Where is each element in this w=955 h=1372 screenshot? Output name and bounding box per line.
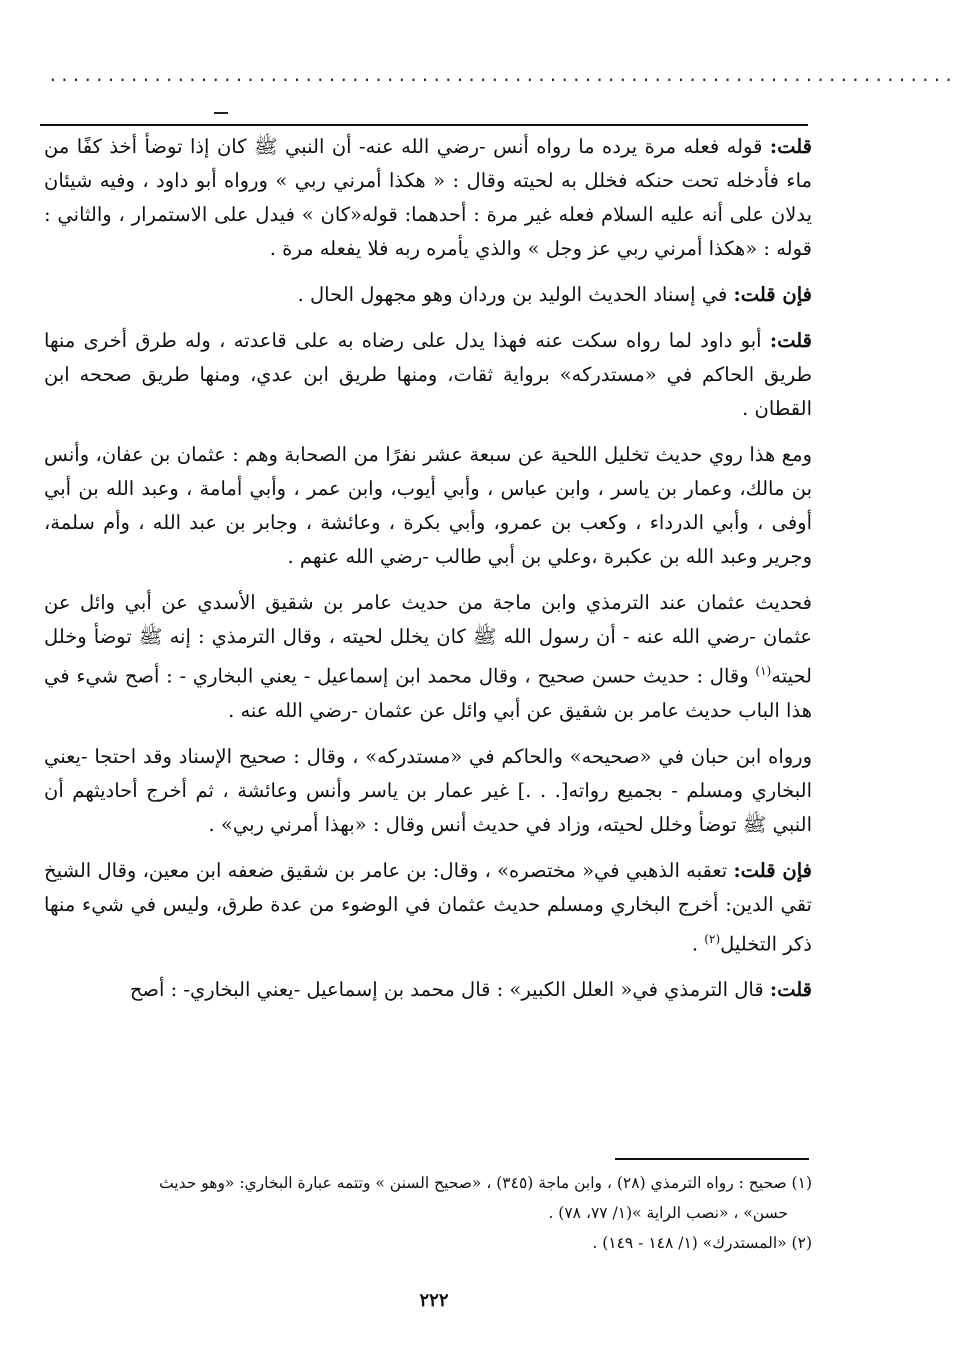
- footnotes: [44, 1168, 812, 1258]
- paragraph-text: في إسناد الحديث الوليد بن وردان وهو مجهول الحال .: [297, 283, 734, 306]
- paragraph-text: تعقبه الذهبي في« مختصره» ، وقال: بن عامر بن شقيق ضعفه ابن معين، وقال الشيخ تقي الدين: أخرج البخاري ومسلم حديث عثمان في الوضوء من عدة طرق، وليس في شيء منها ذكر التخليل: [44, 858, 812, 955]
- footnote-2: (٢) «المستدرك» (١/ ١٤٨ - ١٤٩) .: [592, 1234, 812, 1252]
- header-rule: [40, 124, 808, 126]
- paragraph-lead: قلت:: [769, 329, 812, 352]
- header-dash: [214, 112, 228, 114]
- paragraph-1: [44, 130, 812, 266]
- paragraph-6: [44, 740, 812, 842]
- paragraph-5: [44, 586, 812, 728]
- main-text: [44, 130, 812, 1019]
- paragraph-3: [44, 324, 812, 426]
- paragraph-text: ورواه ابن حبان في «صحيحه» والحاكم في «مستدركه» ، وقال : صحيح الإسناد وقد احتجا -يعني البخاري ومسلم - بجميع رواته[. . .] غير عمار بن ياسر وأنس وعائشة ، ثم أخرج أحاديثهم أن النبي ﷺ توضأ وخلل لحيته، وزاد في حديث أنس وقال : «بهذا أمرني ربي» .: [44, 744, 812, 836]
- paragraph-7: [44, 854, 812, 962]
- footnote-1: (١) صحيح : رواه الترمذي (٢٨) ، وابن ماجة (٣٤٥) ، «صحيح السنن » وتتمه عبارة البخاري: «وهو حديث: [159, 1174, 812, 1192]
- page-number: ٢٢٢: [419, 1290, 449, 1311]
- footnote-ref-2[interactable]: (٢): [704, 931, 721, 946]
- paragraph-text: وقال : حديث حسن صحيح ، وقال محمد ابن إسماعيل - يعني البخاري - : أصح شيء في هذا الباب حديث عامر بن شقيق عن أبي وائل عن عثمان -رضي الله عنه .: [44, 664, 812, 722]
- footnote-1-continued: حسن» ، «نصب الراية »(١/ ٧٧، ٧٨) .: [548, 1204, 788, 1222]
- header-dotted-line: ..............................................................................: [48, 66, 955, 85]
- paragraph-lead: فإن قلت:: [733, 283, 812, 306]
- paragraph-lead: قلت:: [769, 135, 812, 158]
- footnote-rule: [615, 1158, 809, 1160]
- paragraph-lead: فإن قلت:: [733, 858, 813, 882]
- paragraph-text: قوله فعله مرة يرده ما رواه أنس -رضي الله عنه- أن النبي ﷺ كان إذا توضأ أخذ كفًا من ماء فأدخله تحت حنكه فخلل به لحيته وقال : « هكذا أمرني ربي » ورواه أبو داود ، وفيه شيئان يدلان على أنه عليه السلام فعله غير مرة : أحدهما: قوله«كان » فيدل على الاستمرار ، والثاني : قوله : «هكذا أمرني ربي عز وجل » والذي يأمره ربه فلا يفعله مرة .: [44, 135, 812, 260]
- footnote-ref-1[interactable]: (١): [755, 664, 772, 678]
- paragraph-text: فحديث عثمان عند الترمذي وابن ماجة من حديث عامر بن شقيق الأسدي عن أبي وائل عن عثمان -رضي الله عنه - أن رسول الله ﷺ كان يخلل لحيته ، وقال الترمذي : إنه ﷺ توضأ وخلل لحيته: [44, 591, 812, 688]
- paragraph-lead: قلت:: [769, 978, 812, 1001]
- paragraph-text: .: [691, 932, 705, 955]
- paragraph-text: قال الترمذي في« العلل الكبير» : قال محمد بن إسماعيل -يعني البخاري- : أصح: [129, 978, 770, 1001]
- paragraph-text: أبو داود لما رواه سكت عنه فهذا يدل على رضاه به على قاعدته ، وله طرق أخرى منها طريق الحاكم في «مستدركه» برواية ثقات، ومنها طريق ابن عدي، ومنها طريق صححه ابن القطان .: [44, 329, 812, 420]
- paragraph-2: [44, 278, 812, 312]
- paragraph-4: [44, 438, 812, 574]
- paragraph-text: ومع هذا روي حديث تخليل اللحية عن سبعة عشر نفرًا من الصحابة وهم : عثمان بن عفان، وأنس بن مالك، وعمار بن ياسر ، وابن عباس ، وأبي أيوب، وابن عمر ، وأبي أمامة ، وعبد الله بن أبي أوفى ، وأبي الدرداء ، وكعب بن عمرو، وأبي بكرة ، وعائشة ، وجابر بن عبد الله ، وأم سلمة، وجرير وعبد الله بن عكبرة ،وعلي بن أبي طالب -رضي الله عنهم .: [44, 443, 812, 568]
- paragraph-8: [44, 973, 812, 1007]
